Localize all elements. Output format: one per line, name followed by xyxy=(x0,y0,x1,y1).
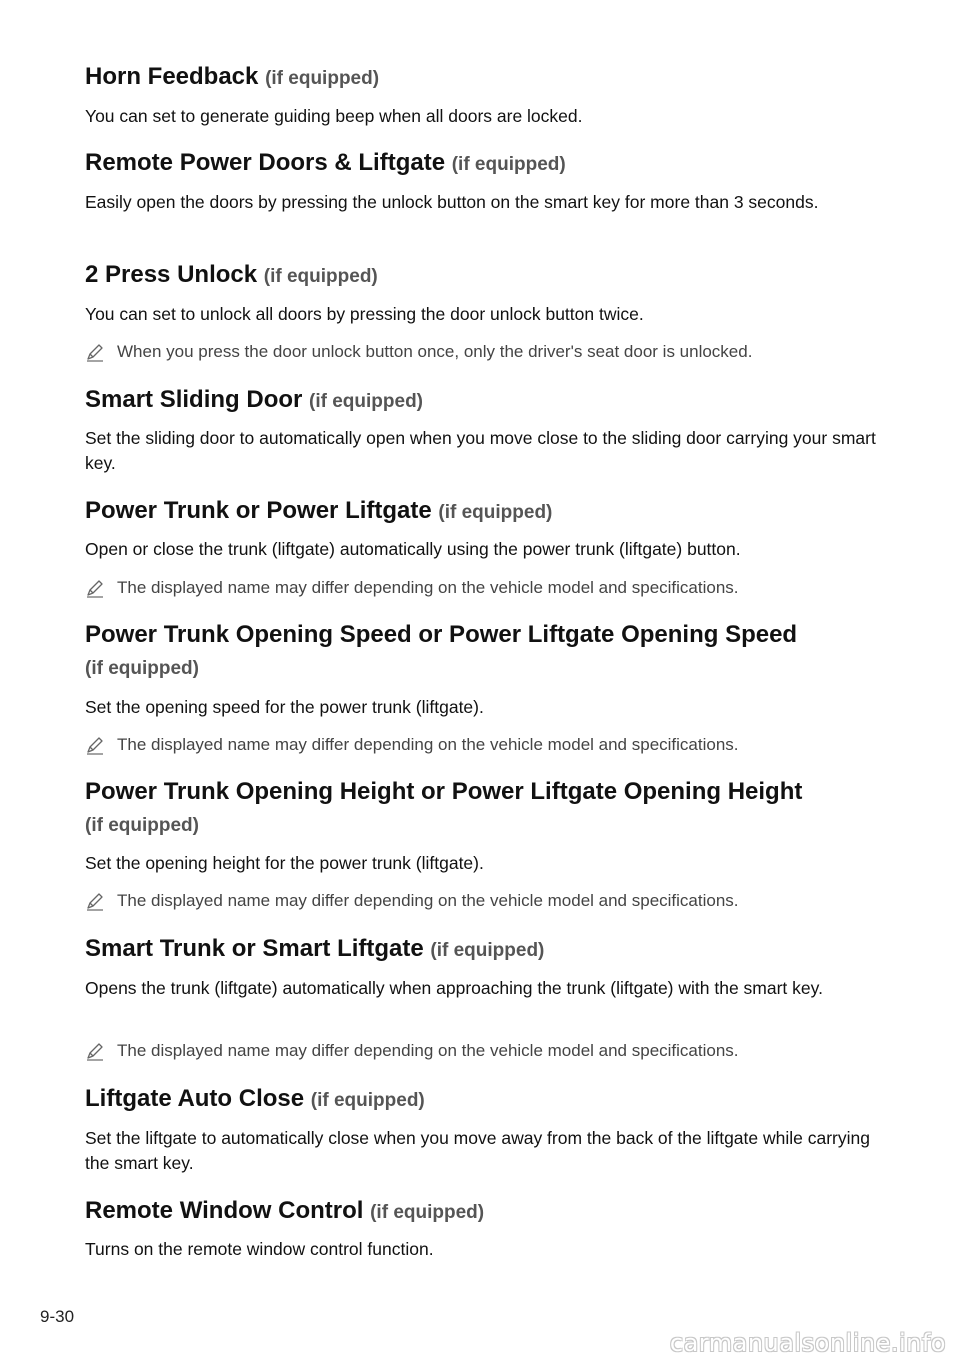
note-text: The displayed name may differ depending on the vehicle model and specifications. xyxy=(117,578,739,597)
if-equipped-tag: (if equipped) xyxy=(438,502,553,523)
if-equipped-tag: (if equipped) xyxy=(309,391,424,412)
heading-text: Remote Power Doors & Liftgate xyxy=(85,149,446,176)
section-heading xyxy=(85,1197,484,1227)
section-heading xyxy=(85,149,566,179)
if-equipped-tag: (if equipped) xyxy=(310,1090,425,1111)
note-text: The displayed name may differ depending on the vehicle model and specifications. xyxy=(117,1041,739,1060)
note-text: The displayed name may differ depending on the vehicle model and specifications. xyxy=(117,891,739,910)
section-body: You can set to generate guiding beep when all doors are locked. xyxy=(85,106,583,126)
heading-text: Horn Feedback xyxy=(85,63,259,90)
heading-text: Power Trunk or Power Liftgate xyxy=(85,497,432,524)
section-body: You can set to unlock all doors by pressing the door unlock button twice. xyxy=(85,304,644,324)
section-heading xyxy=(85,497,552,527)
section-body: Set the sliding door to automatically open when you move close to the sliding door carrying your smart key. xyxy=(85,428,876,473)
if-equipped-tag: (if equipped) xyxy=(263,266,378,287)
section-heading xyxy=(85,386,423,416)
page-number: 9-30 xyxy=(40,1307,75,1326)
pencil-note-icon xyxy=(85,578,105,598)
section-heading xyxy=(85,1085,425,1115)
section-body: Set the liftgate to automatically close when you move away from the back of the liftgate while carrying the smart key. xyxy=(85,1128,870,1173)
section-heading xyxy=(85,63,379,93)
if-equipped-tag: (if equipped) xyxy=(430,940,545,961)
if-equipped-tag: (if equipped) xyxy=(85,815,199,836)
heading-text: Remote Window Control xyxy=(85,1197,364,1224)
section-heading: Power Trunk Opening Height or Power Liftgate Opening Height xyxy=(85,778,803,805)
section-body: Turns on the remote window control function. xyxy=(85,1239,434,1259)
section-heading xyxy=(85,935,544,965)
if-equipped-tag: (if equipped) xyxy=(265,68,380,89)
note-text: The displayed name may differ depending on the vehicle model and specifications. xyxy=(117,735,739,754)
section-heading: Power Trunk Opening Speed or Power Liftgate Opening Speed xyxy=(85,621,798,648)
section-heading xyxy=(85,261,378,291)
heading-text: 2 Press Unlock xyxy=(85,261,258,288)
section-body: Open or close the trunk (liftgate) automatically using the power trunk (liftgate) button. xyxy=(85,539,741,559)
heading-text: Smart Sliding Door xyxy=(85,386,303,413)
pencil-note-icon xyxy=(85,891,105,911)
watermark: carmanualsonline.info xyxy=(669,1329,946,1357)
heading-text: Liftgate Auto Close xyxy=(85,1085,305,1112)
section-body: Set the opening height for the power trunk (liftgate). xyxy=(85,853,484,873)
section-body: Easily open the doors by pressing the unlock button on the smart key for more than 3 seconds. xyxy=(85,192,819,212)
pencil-note-icon xyxy=(85,342,105,362)
if-equipped-tag: (if equipped) xyxy=(370,1202,485,1223)
pencil-note-icon xyxy=(85,735,105,755)
if-equipped-tag: (if equipped) xyxy=(85,658,199,679)
pencil-note-icon xyxy=(85,1041,105,1061)
note-text: When you press the door unlock button once, only the driver's seat door is unlocked. xyxy=(117,342,753,361)
section-body: Opens the trunk (liftgate) automatically when approaching the trunk (liftgate) with the smart key. xyxy=(85,978,823,998)
if-equipped-tag: (if equipped) xyxy=(451,154,566,175)
section-body: Set the opening speed for the power trunk (liftgate). xyxy=(85,697,484,717)
heading-text: Smart Trunk or Smart Liftgate xyxy=(85,935,424,962)
